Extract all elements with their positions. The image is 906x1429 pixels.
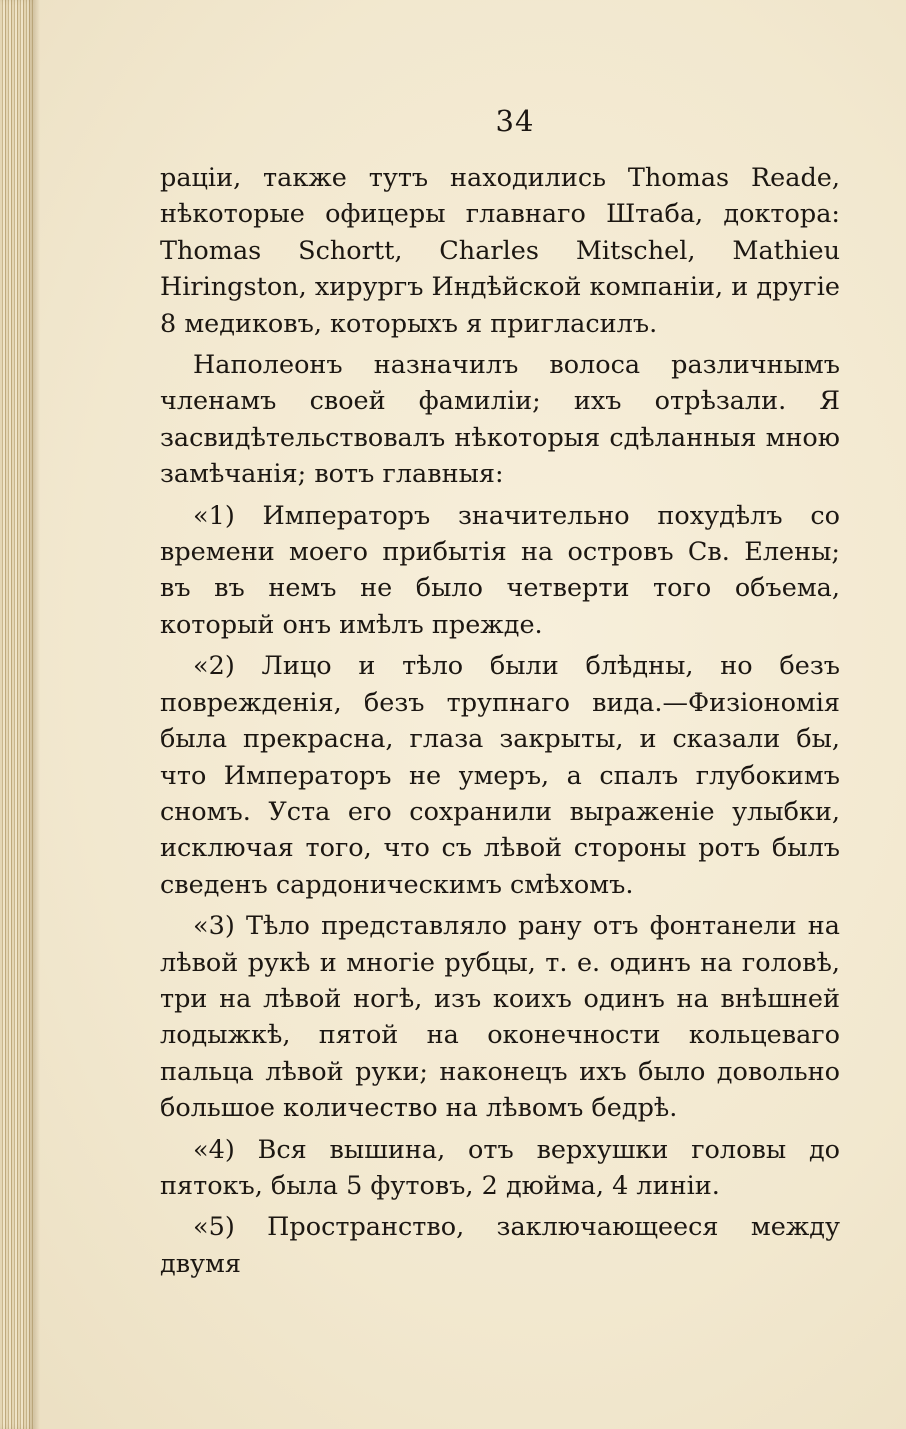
text-block — [160, 160, 840, 1287]
paragraph-2: Наполеонъ назначилъ волоса различнымъ членамъ своей фамиліи; ихъ отрѣзали. Я засвидѣтельствовалъ нѣкоторыя сдѣланныя мною замѣчанія; вотъ главныя: — [160, 350, 840, 490]
page-number: 34 — [495, 104, 535, 138]
book-binding — [0, 0, 34, 1429]
paragraph-1: раціи, также тутъ находились Thomas Reade, нѣкоторые офицеры главнаго Штаба, доктора: Thomas Schortt, Charles Mitschel, Mathieu Hiringston, хирургъ Индѣйской компаніи, и другіе 8 медиковъ, которыхъ я пригласилъ. — [160, 163, 840, 339]
paragraph-6: «4) Вся вышина, отъ верхушки головы до пятокъ, была 5 футовъ, 2 дюйма, 4 линіи. — [160, 1134, 840, 1201]
paragraph-7: «5) Пространство, заключающееся между двумя — [160, 1212, 840, 1279]
paragraph-4: «2) Лицо и тѣло были блѣдны, но безъ поврежденія, безъ трупнаго вида.—Физіономія была прекрасна, глаза закрыты, и сказали бы, что Императоръ не умеръ, а спалъ глубокимъ сномъ. Уста его сохранили выраженіе улыбки, исключая того, что съ лѣвой стороны ротъ былъ сведенъ сардоническимъ смѣхомъ. — [160, 651, 840, 900]
paragraph-5: «3) Тѣло представляло рану отъ фонтанели на лѣвой рукѣ и многіе рубцы, т. е. одинъ на головѣ, три на лѣвой ногѣ, изъ коихъ одинъ на внѣшней лодыжкѣ, пятой на оконечности кольцеваго пальца лѣвой руки; наконецъ ихъ было довольно большое количество на лѣвомъ бедрѣ. — [160, 911, 840, 1124]
paragraph-3: «1) Императоръ значительно похудѣлъ со времени моего прибытія на островъ Св. Елены; въ въ немъ не было четверти того объема, который онъ имѣлъ прежде. — [160, 500, 840, 640]
binding-shadow — [34, 0, 40, 1429]
